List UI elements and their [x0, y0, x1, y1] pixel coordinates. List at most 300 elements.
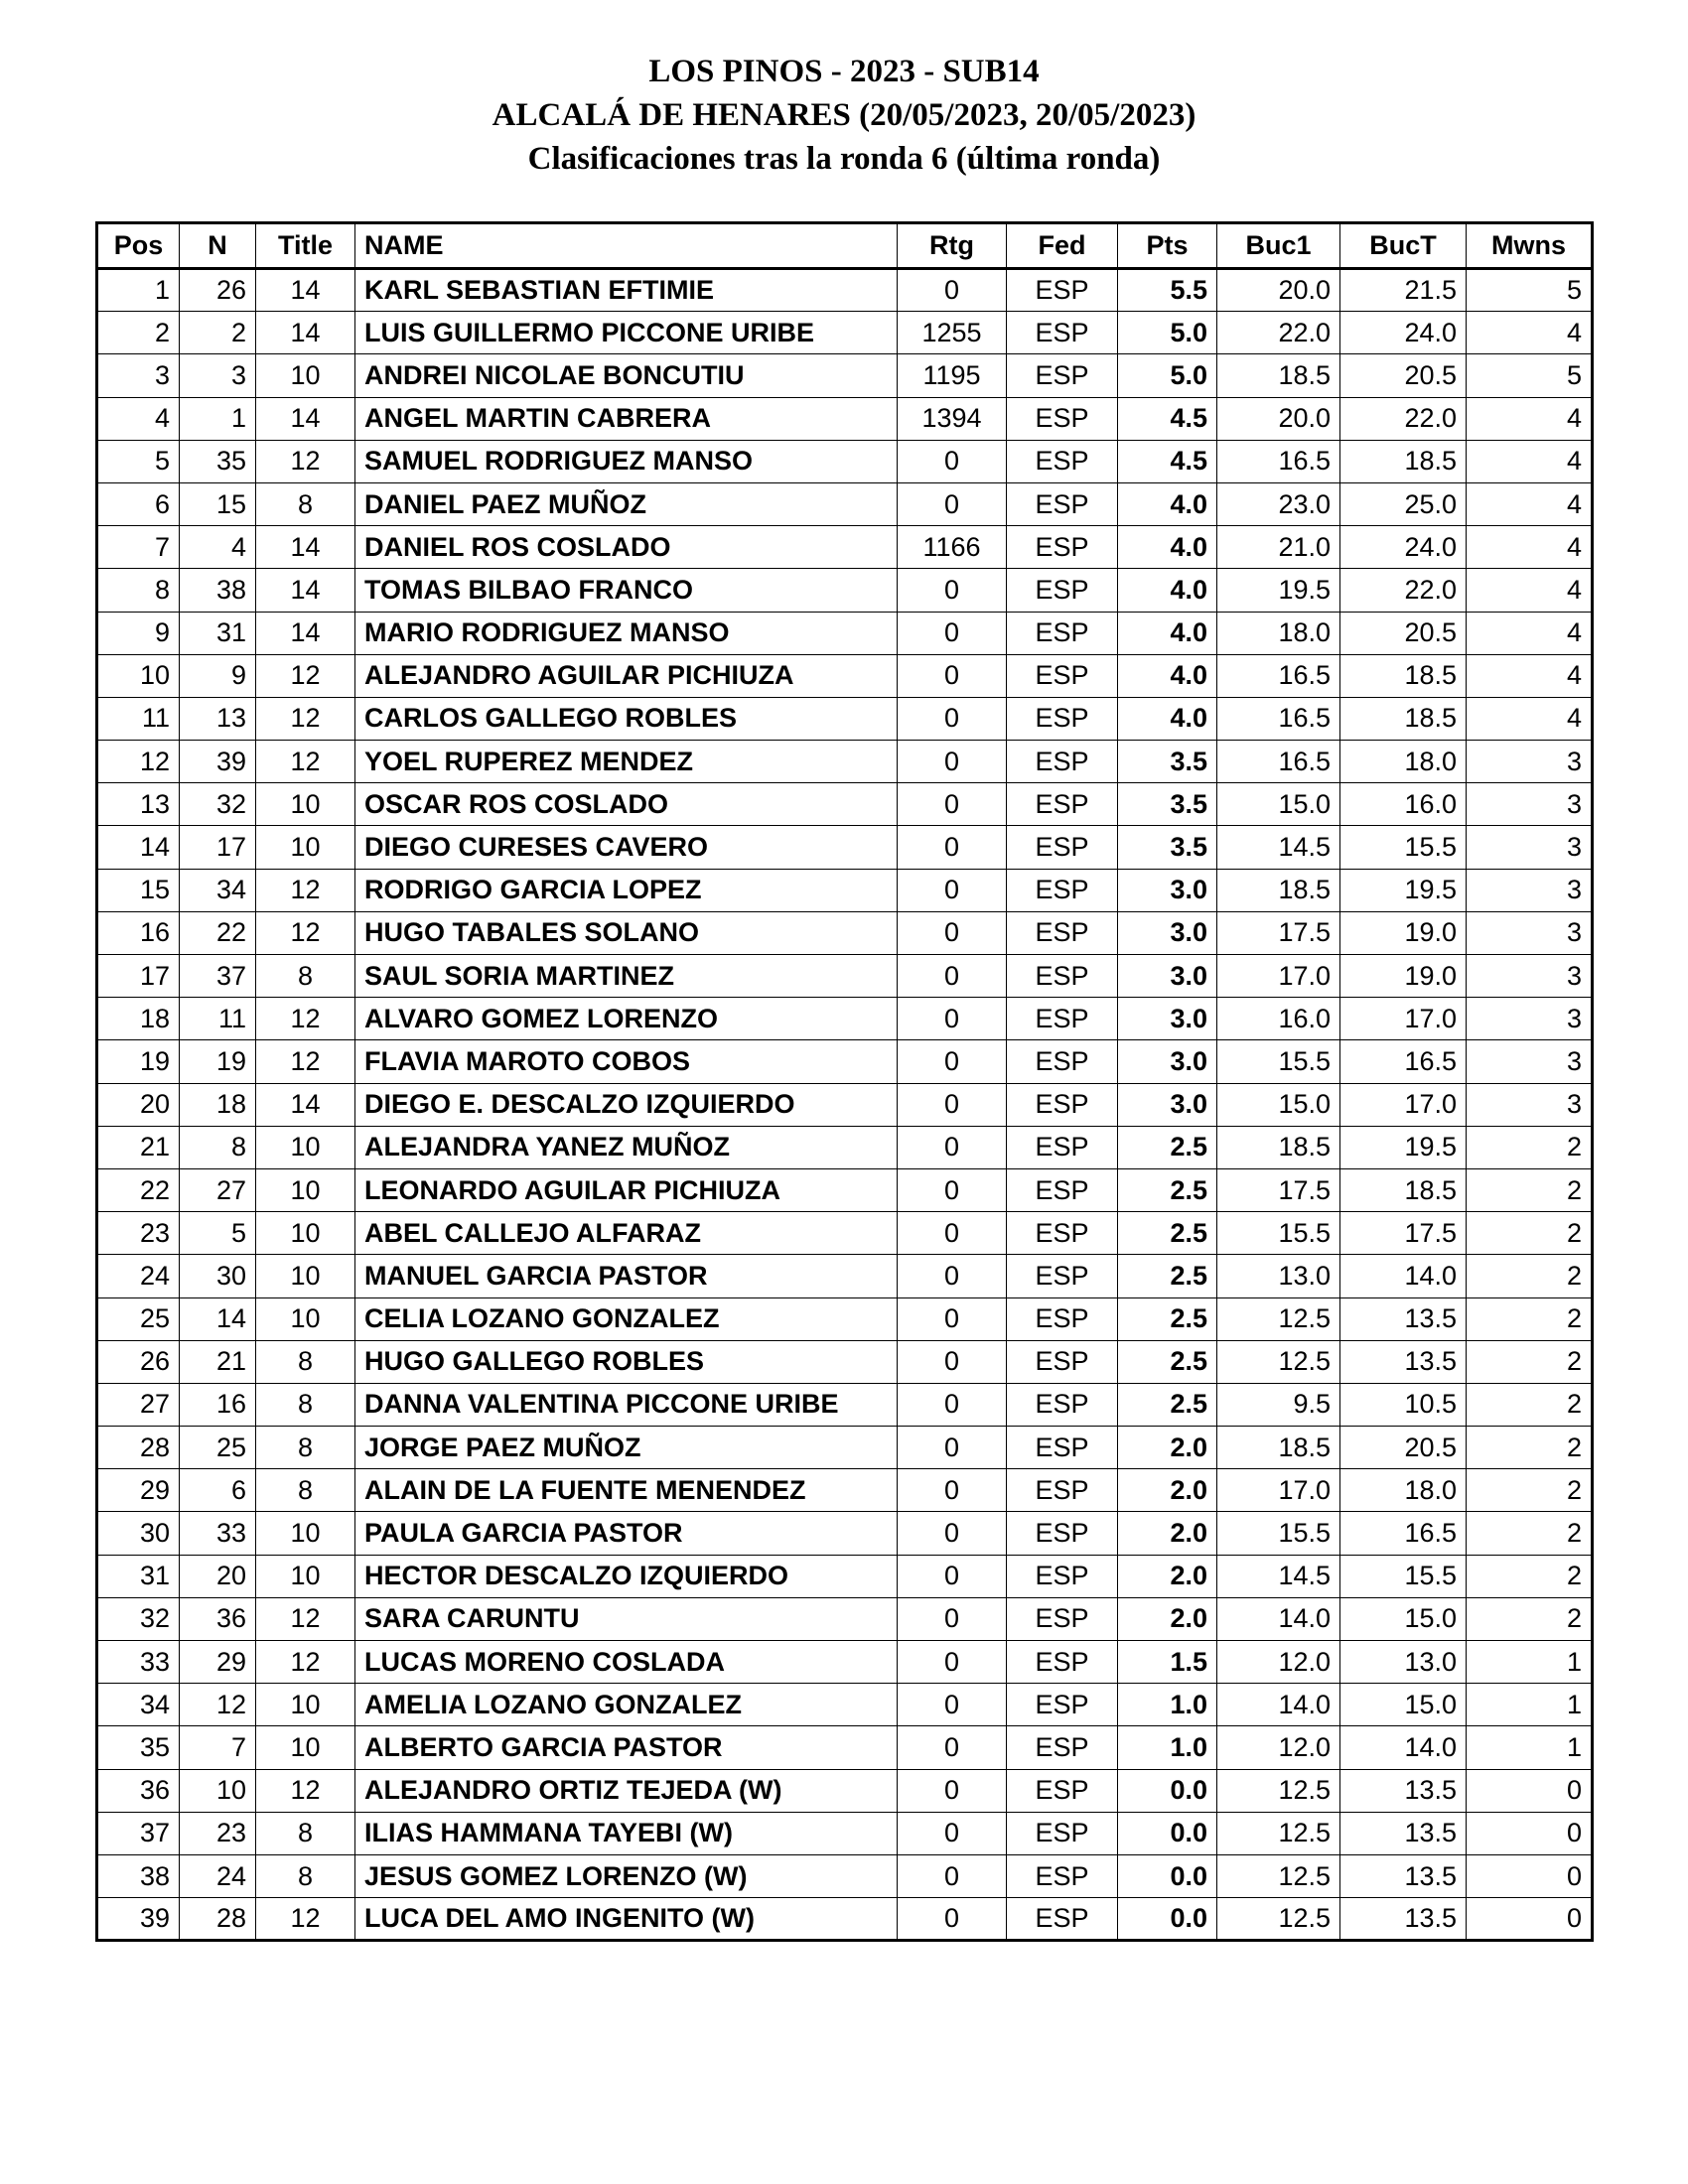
federation-cell: ESP — [1007, 1726, 1118, 1769]
buchholz-total-cell: 13.5 — [1340, 1769, 1467, 1812]
buchholz-cut1-cell: 12.5 — [1217, 1854, 1340, 1897]
player-name: ILIAS HAMMANA TAYEBI (W) — [355, 1812, 898, 1854]
wins-cell: 3 — [1467, 826, 1593, 869]
table-row — [97, 1383, 1593, 1426]
federation-cell: ESP — [1007, 1126, 1118, 1168]
buchholz-cut1-cell: 18.5 — [1217, 869, 1340, 911]
wins-cell: 4 — [1467, 482, 1593, 525]
wins-cell: 2 — [1467, 1255, 1593, 1297]
title-cell: 8 — [256, 482, 355, 525]
wins-cell: 2 — [1467, 1555, 1593, 1597]
points-cell: 4.0 — [1118, 569, 1217, 612]
rating-cell: 0 — [898, 1297, 1007, 1340]
pos-cell: 32 — [97, 1597, 180, 1640]
document-header — [0, 50, 1688, 181]
rating-cell: 0 — [898, 1812, 1007, 1854]
wins-cell: 5 — [1467, 354, 1593, 397]
player-name: JESUS GOMEZ LORENZO (W) — [355, 1854, 898, 1897]
rating-cell: 1394 — [898, 397, 1007, 440]
title-cell: 10 — [256, 1126, 355, 1168]
number-cell: 14 — [180, 1297, 256, 1340]
rating-cell: 1166 — [898, 526, 1007, 569]
rating-cell: 0 — [898, 1684, 1007, 1726]
buchholz-total-cell: 13.0 — [1340, 1641, 1467, 1684]
player-name: CELIA LOZANO GONZALEZ — [355, 1297, 898, 1340]
pos-cell: 19 — [97, 1040, 180, 1083]
buchholz-cut1-cell: 9.5 — [1217, 1383, 1340, 1426]
buchholz-total-cell: 14.0 — [1340, 1255, 1467, 1297]
federation-cell: ESP — [1007, 1212, 1118, 1255]
title-cell: 14 — [256, 526, 355, 569]
pos-cell: 30 — [97, 1512, 180, 1555]
pos-cell: 31 — [97, 1555, 180, 1597]
title-cell: 12 — [256, 741, 355, 783]
points-cell: 3.0 — [1118, 1083, 1217, 1126]
points-cell: 2.5 — [1118, 1383, 1217, 1426]
player-name: DANNA VALENTINA PICCONE URIBE — [355, 1383, 898, 1426]
wins-cell: 3 — [1467, 1040, 1593, 1083]
pos-cell: 14 — [97, 826, 180, 869]
rating-cell: 0 — [898, 1726, 1007, 1769]
buchholz-total-cell: 15.5 — [1340, 826, 1467, 869]
federation-cell: ESP — [1007, 1427, 1118, 1469]
title-cell: 10 — [256, 1726, 355, 1769]
number-cell: 20 — [180, 1555, 256, 1597]
points-cell: 4.0 — [1118, 654, 1217, 697]
wins-cell: 4 — [1467, 397, 1593, 440]
number-cell: 31 — [180, 612, 256, 654]
title-cell: 8 — [256, 1340, 355, 1383]
buchholz-total-cell: 19.5 — [1340, 869, 1467, 911]
wins-cell: 2 — [1467, 1383, 1593, 1426]
points-cell: 2.5 — [1118, 1297, 1217, 1340]
federation-cell: ESP — [1007, 1641, 1118, 1684]
player-name: ALEJANDRO AGUILAR PICHIUZA — [355, 654, 898, 697]
pos-cell: 38 — [97, 1854, 180, 1897]
wins-cell: 3 — [1467, 783, 1593, 826]
federation-cell: ESP — [1007, 1555, 1118, 1597]
pos-cell: 29 — [97, 1469, 180, 1512]
table-row — [97, 354, 1593, 397]
player-name: DIEGO E. DESCALZO IZQUIERDO — [355, 1083, 898, 1126]
buchholz-cut1-cell: 12.5 — [1217, 1297, 1340, 1340]
rating-cell: 0 — [898, 1126, 1007, 1168]
federation-cell: ESP — [1007, 1684, 1118, 1726]
points-cell: 2.5 — [1118, 1212, 1217, 1255]
buchholz-total-cell: 13.5 — [1340, 1812, 1467, 1854]
number-cell: 9 — [180, 654, 256, 697]
rating-cell: 0 — [898, 1512, 1007, 1555]
wins-cell: 4 — [1467, 654, 1593, 697]
column-header-pos: Pos — [97, 223, 180, 269]
buchholz-total-cell: 19.0 — [1340, 955, 1467, 998]
number-cell: 37 — [180, 955, 256, 998]
buchholz-cut1-cell: 14.5 — [1217, 1555, 1340, 1597]
buchholz-total-cell: 18.0 — [1340, 741, 1467, 783]
pos-cell: 27 — [97, 1383, 180, 1426]
player-name: MANUEL GARCIA PASTOR — [355, 1255, 898, 1297]
table-row — [97, 1726, 1593, 1769]
title-cell: 10 — [256, 1297, 355, 1340]
rating-cell: 0 — [898, 1769, 1007, 1812]
pos-cell: 10 — [97, 654, 180, 697]
number-cell: 4 — [180, 526, 256, 569]
table-row — [97, 1769, 1593, 1812]
points-cell: 2.0 — [1118, 1597, 1217, 1640]
federation-cell: ESP — [1007, 612, 1118, 654]
points-cell: 4.0 — [1118, 612, 1217, 654]
player-name: SARA CARUNTU — [355, 1597, 898, 1640]
buchholz-cut1-cell: 15.5 — [1217, 1512, 1340, 1555]
federation-cell: ESP — [1007, 1769, 1118, 1812]
title-cell: 12 — [256, 998, 355, 1040]
player-name: RODRIGO GARCIA LOPEZ — [355, 869, 898, 911]
table-row — [97, 397, 1593, 440]
buchholz-cut1-cell: 16.0 — [1217, 998, 1340, 1040]
points-cell: 5.5 — [1118, 269, 1217, 312]
buchholz-total-cell: 24.0 — [1340, 312, 1467, 354]
federation-cell: ESP — [1007, 869, 1118, 911]
number-cell: 19 — [180, 1040, 256, 1083]
rating-cell: 0 — [898, 1083, 1007, 1126]
title-cell: 12 — [256, 440, 355, 482]
pos-cell: 20 — [97, 1083, 180, 1126]
buchholz-total-cell: 20.5 — [1340, 612, 1467, 654]
number-cell: 15 — [180, 482, 256, 525]
federation-cell: ESP — [1007, 526, 1118, 569]
federation-cell: ESP — [1007, 1383, 1118, 1426]
federation-cell: ESP — [1007, 1812, 1118, 1854]
wins-cell: 0 — [1467, 1854, 1593, 1897]
buchholz-total-cell: 16.5 — [1340, 1512, 1467, 1555]
points-cell: 0.0 — [1118, 1854, 1217, 1897]
column-header-rtg: Rtg — [898, 223, 1007, 269]
table-row — [97, 911, 1593, 954]
buchholz-total-cell: 22.0 — [1340, 397, 1467, 440]
points-cell: 1.0 — [1118, 1726, 1217, 1769]
buchholz-cut1-cell: 23.0 — [1217, 482, 1340, 525]
title-cell: 8 — [256, 1469, 355, 1512]
player-name: DIEGO CURESES CAVERO — [355, 826, 898, 869]
player-name: ALVARO GOMEZ LORENZO — [355, 998, 898, 1040]
table-row — [97, 783, 1593, 826]
buchholz-cut1-cell: 15.5 — [1217, 1212, 1340, 1255]
player-name: HUGO GALLEGO ROBLES — [355, 1340, 898, 1383]
number-cell: 34 — [180, 869, 256, 911]
wins-cell: 2 — [1467, 1212, 1593, 1255]
wins-cell: 0 — [1467, 1898, 1593, 1941]
rating-cell: 0 — [898, 1427, 1007, 1469]
points-cell: 1.0 — [1118, 1684, 1217, 1726]
standings-table — [95, 221, 1594, 1942]
number-cell: 18 — [180, 1083, 256, 1126]
number-cell: 22 — [180, 911, 256, 954]
buchholz-total-cell: 19.5 — [1340, 1126, 1467, 1168]
pos-cell: 28 — [97, 1427, 180, 1469]
pos-cell: 35 — [97, 1726, 180, 1769]
number-cell: 21 — [180, 1340, 256, 1383]
table-row — [97, 826, 1593, 869]
number-cell: 30 — [180, 1255, 256, 1297]
buchholz-cut1-cell: 17.0 — [1217, 955, 1340, 998]
points-cell: 2.0 — [1118, 1427, 1217, 1469]
column-header-buct: BucT — [1340, 223, 1467, 269]
player-name: ALAIN DE LA FUENTE MENENDEZ — [355, 1469, 898, 1512]
buchholz-cut1-cell: 13.0 — [1217, 1255, 1340, 1297]
buchholz-total-cell: 16.0 — [1340, 783, 1467, 826]
player-name: KARL SEBASTIAN EFTIMIE — [355, 269, 898, 312]
table-row — [97, 1555, 1593, 1597]
player-name: HUGO TABALES SOLANO — [355, 911, 898, 954]
buchholz-cut1-cell: 12.5 — [1217, 1898, 1340, 1941]
table-row — [97, 654, 1593, 697]
points-cell: 4.0 — [1118, 526, 1217, 569]
title-cell: 14 — [256, 269, 355, 312]
number-cell: 8 — [180, 1126, 256, 1168]
player-name: DANIEL PAEZ MUÑOZ — [355, 482, 898, 525]
title-cell: 12 — [256, 1040, 355, 1083]
rating-cell: 1195 — [898, 354, 1007, 397]
rating-cell: 0 — [898, 1898, 1007, 1941]
table-row — [97, 1898, 1593, 1941]
buchholz-total-cell: 14.0 — [1340, 1726, 1467, 1769]
wins-cell: 2 — [1467, 1427, 1593, 1469]
pos-cell: 12 — [97, 741, 180, 783]
number-cell: 5 — [180, 1212, 256, 1255]
wins-cell: 4 — [1467, 569, 1593, 612]
table-row — [97, 312, 1593, 354]
player-name: ALBERTO GARCIA PASTOR — [355, 1726, 898, 1769]
buchholz-cut1-cell: 19.5 — [1217, 569, 1340, 612]
pos-cell: 34 — [97, 1684, 180, 1726]
rating-cell: 0 — [898, 998, 1007, 1040]
buchholz-cut1-cell: 17.0 — [1217, 1469, 1340, 1512]
title-cell: 10 — [256, 1255, 355, 1297]
rating-cell: 0 — [898, 1040, 1007, 1083]
number-cell: 24 — [180, 1854, 256, 1897]
number-cell: 26 — [180, 269, 256, 312]
points-cell: 3.0 — [1118, 998, 1217, 1040]
table-row — [97, 1812, 1593, 1854]
wins-cell: 0 — [1467, 1769, 1593, 1812]
federation-cell: ESP — [1007, 1854, 1118, 1897]
federation-cell: ESP — [1007, 1469, 1118, 1512]
pos-cell: 21 — [97, 1126, 180, 1168]
buchholz-total-cell: 18.5 — [1340, 654, 1467, 697]
points-cell: 3.0 — [1118, 869, 1217, 911]
points-cell: 3.5 — [1118, 826, 1217, 869]
player-name: TOMAS BILBAO FRANCO — [355, 569, 898, 612]
number-cell: 10 — [180, 1769, 256, 1812]
buchholz-cut1-cell: 17.5 — [1217, 1168, 1340, 1211]
table-row — [97, 1255, 1593, 1297]
points-cell: 5.0 — [1118, 312, 1217, 354]
points-cell: 1.5 — [1118, 1641, 1217, 1684]
title-cell: 12 — [256, 697, 355, 740]
pos-cell: 3 — [97, 354, 180, 397]
points-cell: 5.0 — [1118, 354, 1217, 397]
table-row — [97, 1168, 1593, 1211]
federation-cell: ESP — [1007, 1083, 1118, 1126]
pos-cell: 33 — [97, 1641, 180, 1684]
buchholz-total-cell: 18.5 — [1340, 1168, 1467, 1211]
number-cell: 11 — [180, 998, 256, 1040]
buchholz-cut1-cell: 12.5 — [1217, 1340, 1340, 1383]
pos-cell: 22 — [97, 1168, 180, 1211]
wins-cell: 2 — [1467, 1340, 1593, 1383]
rating-cell: 0 — [898, 911, 1007, 954]
points-cell: 2.5 — [1118, 1340, 1217, 1383]
number-cell: 27 — [180, 1168, 256, 1211]
number-cell: 2 — [180, 312, 256, 354]
table-row — [97, 482, 1593, 525]
rating-cell: 0 — [898, 783, 1007, 826]
federation-cell: ESP — [1007, 697, 1118, 740]
wins-cell: 3 — [1467, 869, 1593, 911]
federation-cell: ESP — [1007, 1168, 1118, 1211]
points-cell: 2.5 — [1118, 1255, 1217, 1297]
points-cell: 4.5 — [1118, 397, 1217, 440]
federation-cell: ESP — [1007, 1040, 1118, 1083]
rating-cell: 0 — [898, 826, 1007, 869]
points-cell: 3.0 — [1118, 955, 1217, 998]
buchholz-total-cell: 18.0 — [1340, 1469, 1467, 1512]
rating-cell: 0 — [898, 955, 1007, 998]
player-name: FLAVIA MAROTO COBOS — [355, 1040, 898, 1083]
buchholz-cut1-cell: 15.0 — [1217, 1083, 1340, 1126]
rating-cell: 0 — [898, 741, 1007, 783]
number-cell: 12 — [180, 1684, 256, 1726]
column-header-buc1: Buc1 — [1217, 223, 1340, 269]
buchholz-total-cell: 17.0 — [1340, 1083, 1467, 1126]
title-cell: 12 — [256, 1597, 355, 1640]
number-cell: 28 — [180, 1898, 256, 1941]
pos-cell: 6 — [97, 482, 180, 525]
pos-cell: 37 — [97, 1812, 180, 1854]
table-row — [97, 1854, 1593, 1897]
rating-cell: 0 — [898, 869, 1007, 911]
column-header-mwns: Mwns — [1467, 223, 1593, 269]
standings-subtitle: Clasificaciones tras la ronda 6 (última ronda) — [527, 141, 1161, 177]
federation-cell: ESP — [1007, 955, 1118, 998]
wins-cell: 4 — [1467, 312, 1593, 354]
number-cell: 7 — [180, 1726, 256, 1769]
number-cell: 39 — [180, 741, 256, 783]
rating-cell: 0 — [898, 697, 1007, 740]
table-row — [97, 569, 1593, 612]
buchholz-total-cell: 17.0 — [1340, 998, 1467, 1040]
table-row — [97, 440, 1593, 482]
wins-cell: 1 — [1467, 1726, 1593, 1769]
buchholz-cut1-cell: 20.0 — [1217, 269, 1340, 312]
pos-cell: 25 — [97, 1297, 180, 1340]
wins-cell: 2 — [1467, 1126, 1593, 1168]
rating-cell: 0 — [898, 482, 1007, 525]
player-name: DANIEL ROS COSLADO — [355, 526, 898, 569]
rating-cell: 0 — [898, 440, 1007, 482]
buchholz-cut1-cell: 18.0 — [1217, 612, 1340, 654]
standings-body — [97, 269, 1593, 1941]
pos-cell: 9 — [97, 612, 180, 654]
pos-cell: 16 — [97, 911, 180, 954]
player-name: JORGE PAEZ MUÑOZ — [355, 1427, 898, 1469]
title-cell: 8 — [256, 1854, 355, 1897]
buchholz-total-cell: 13.5 — [1340, 1297, 1467, 1340]
wins-cell: 3 — [1467, 741, 1593, 783]
points-cell: 2.5 — [1118, 1126, 1217, 1168]
wins-cell: 4 — [1467, 697, 1593, 740]
wins-cell: 4 — [1467, 526, 1593, 569]
table-row — [97, 1126, 1593, 1168]
federation-cell: ESP — [1007, 826, 1118, 869]
buchholz-total-cell: 25.0 — [1340, 482, 1467, 525]
pos-cell: 8 — [97, 569, 180, 612]
buchholz-total-cell: 10.5 — [1340, 1383, 1467, 1426]
points-cell: 0.0 — [1118, 1898, 1217, 1941]
buchholz-total-cell: 15.5 — [1340, 1555, 1467, 1597]
title-cell: 12 — [256, 1641, 355, 1684]
wins-cell: 3 — [1467, 955, 1593, 998]
title-cell: 12 — [256, 654, 355, 697]
points-cell: 3.5 — [1118, 741, 1217, 783]
number-cell: 29 — [180, 1641, 256, 1684]
points-cell: 3.5 — [1118, 783, 1217, 826]
rating-cell: 0 — [898, 1212, 1007, 1255]
federation-cell: ESP — [1007, 654, 1118, 697]
buchholz-cut1-cell: 21.0 — [1217, 526, 1340, 569]
buchholz-total-cell: 24.0 — [1340, 526, 1467, 569]
points-cell: 3.0 — [1118, 911, 1217, 954]
pos-cell: 23 — [97, 1212, 180, 1255]
buchholz-total-cell: 16.5 — [1340, 1040, 1467, 1083]
player-name: CARLOS GALLEGO ROBLES — [355, 697, 898, 740]
federation-cell: ESP — [1007, 440, 1118, 482]
points-cell: 4.0 — [1118, 482, 1217, 525]
title-cell: 10 — [256, 1168, 355, 1211]
table-row — [97, 1427, 1593, 1469]
number-cell: 13 — [180, 697, 256, 740]
federation-cell: ESP — [1007, 783, 1118, 826]
buchholz-cut1-cell: 12.5 — [1217, 1812, 1340, 1854]
federation-cell: ESP — [1007, 569, 1118, 612]
table-row — [97, 1340, 1593, 1383]
buchholz-total-cell: 13.5 — [1340, 1898, 1467, 1941]
table-row — [97, 1040, 1593, 1083]
buchholz-cut1-cell: 12.5 — [1217, 1769, 1340, 1812]
table-row — [97, 1297, 1593, 1340]
number-cell: 36 — [180, 1597, 256, 1640]
title-cell: 14 — [256, 569, 355, 612]
buchholz-cut1-cell: 17.5 — [1217, 911, 1340, 954]
points-cell: 2.0 — [1118, 1555, 1217, 1597]
number-cell: 25 — [180, 1427, 256, 1469]
player-name: ANDREI NICOLAE BONCUTIU — [355, 354, 898, 397]
number-cell: 38 — [180, 569, 256, 612]
rating-cell: 0 — [898, 569, 1007, 612]
number-cell: 23 — [180, 1812, 256, 1854]
number-cell: 1 — [180, 397, 256, 440]
federation-cell: ESP — [1007, 1898, 1118, 1941]
player-name: LEONARDO AGUILAR PICHIUZA — [355, 1168, 898, 1211]
table-row — [97, 1641, 1593, 1684]
number-cell: 3 — [180, 354, 256, 397]
buchholz-cut1-cell: 16.5 — [1217, 654, 1340, 697]
title-cell: 14 — [256, 312, 355, 354]
title-cell: 8 — [256, 1812, 355, 1854]
number-cell: 16 — [180, 1383, 256, 1426]
table-row — [97, 1083, 1593, 1126]
player-name: LUCAS MORENO COSLADA — [355, 1641, 898, 1684]
